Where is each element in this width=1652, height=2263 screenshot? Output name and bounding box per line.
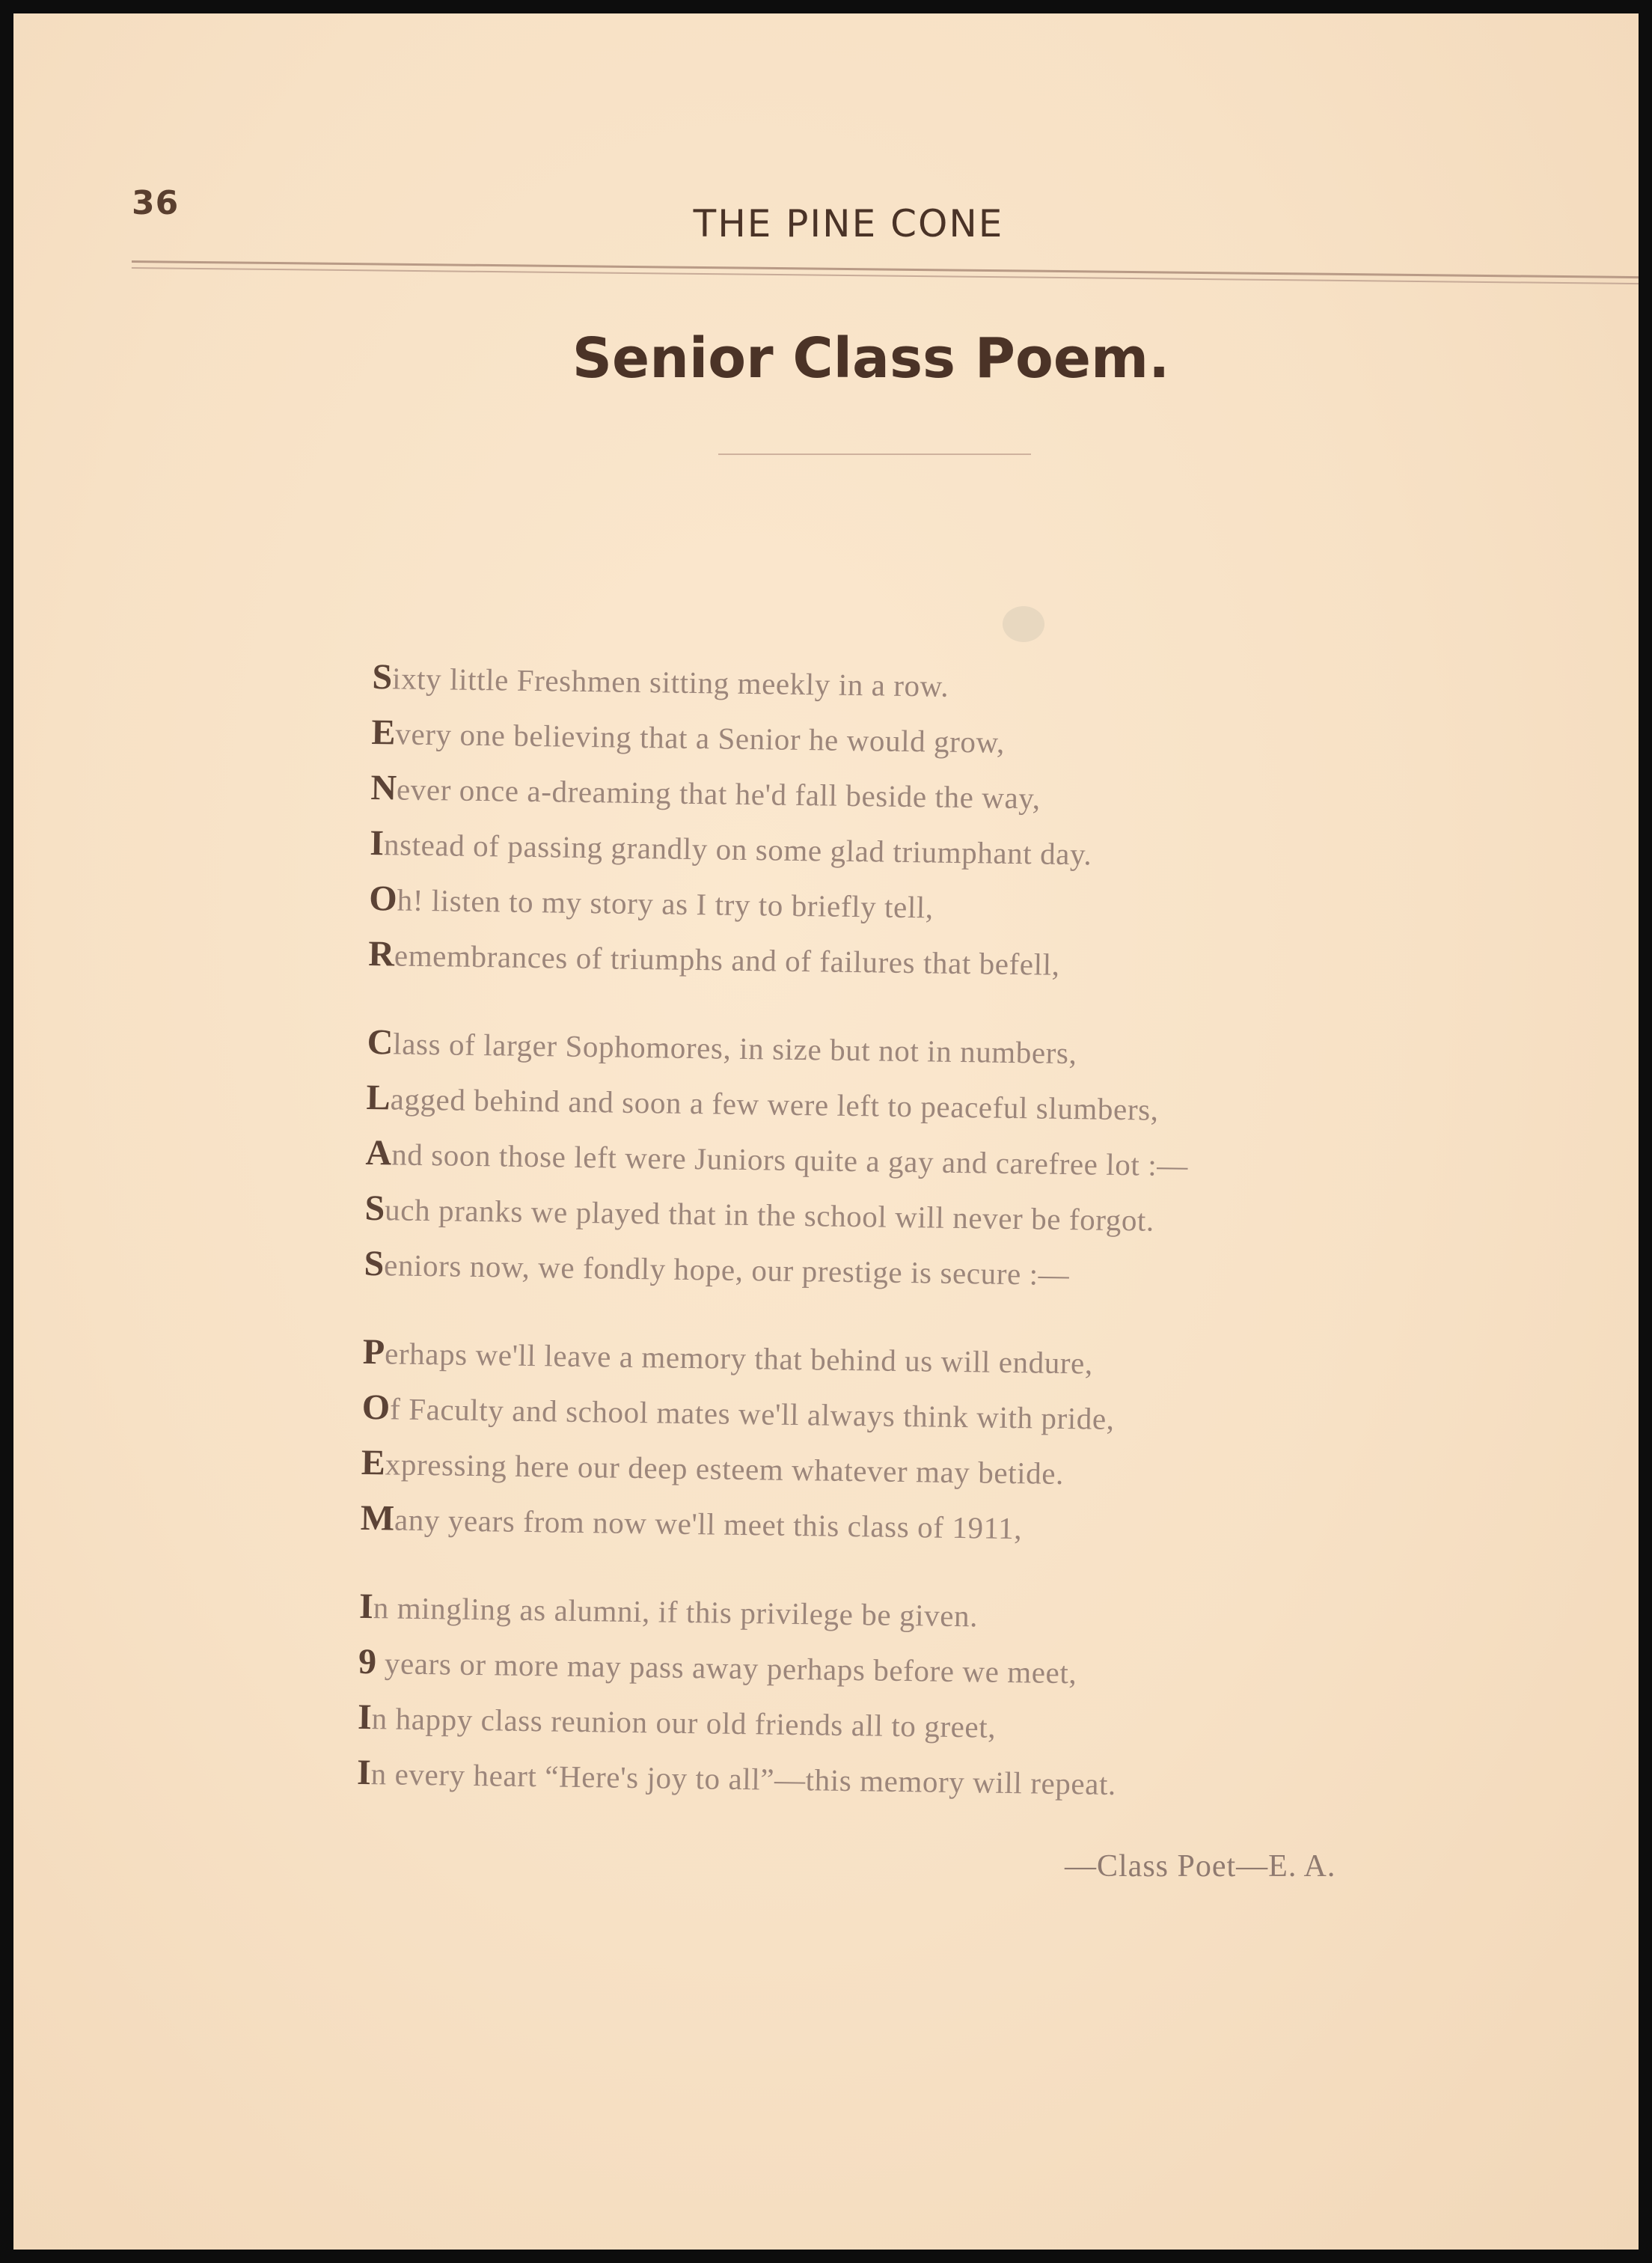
- acrostic-initial: E: [371, 712, 396, 753]
- acrostic-initial: I: [357, 1697, 373, 1738]
- acrostic-initial: A: [365, 1132, 392, 1173]
- stanza-4: [357, 1579, 1527, 1817]
- verse-text: ixty little Freshmen sitting meekly in a row.: [391, 661, 949, 703]
- acrostic-initial: I: [370, 822, 385, 864]
- acrostic-initial: S: [364, 1188, 385, 1229]
- title-divider: [718, 453, 1031, 455]
- acrostic-initial: O: [368, 878, 398, 919]
- verse-text: emembrances of triumphs and of failures that befell,: [394, 938, 1060, 982]
- verse-text: eniors now, we fondly hope, our prestige is secure :—: [383, 1247, 1070, 1292]
- verse-text: xpressing here our deep esteem whatever may betide.: [385, 1447, 1065, 1491]
- running-title: THE PINE CONE: [693, 202, 1004, 245]
- verse-text: nstead of passing grandly on some glad triumphant day.: [383, 827, 1092, 872]
- acrostic-initial: S: [364, 1243, 385, 1284]
- header-double-rule: [132, 260, 1639, 288]
- poem-title: Senior Class Poem.: [572, 326, 1170, 391]
- acrostic-initial: I: [356, 1752, 372, 1793]
- acrostic-initial: N: [370, 767, 397, 808]
- acrostic-initial: I: [358, 1586, 374, 1627]
- verse-text: n happy class reunion our old friends all to greet,: [371, 1701, 997, 1744]
- verse-text: uch pranks we played that in the school will never be forgot.: [384, 1192, 1155, 1238]
- verse-text: h! listen to my story as I try to briefly tell,: [397, 882, 934, 925]
- verse-text: any years from now we'll meet this class of 1911,: [394, 1502, 1023, 1546]
- verse-text: n mingling as alumni, if this privilege be given.: [373, 1590, 979, 1634]
- acrostic-initial: R: [367, 933, 395, 974]
- acrostic-initial: M: [360, 1497, 395, 1539]
- verse-text: agged behind and soon a few were left to peaceful slumbers,: [390, 1081, 1159, 1127]
- acrostic-initial: C: [367, 1021, 394, 1063]
- stanza-2: [364, 1015, 1535, 1308]
- acrostic-initial: P: [362, 1331, 385, 1372]
- verse-text: nd soon those left were Juniors quite a gay and carefree lot :—: [391, 1137, 1189, 1183]
- acrostic-initial: E: [361, 1442, 386, 1483]
- acrostic-initial: S: [372, 656, 393, 697]
- paper-stain: [1003, 606, 1044, 642]
- acrostic-initial: L: [366, 1077, 391, 1118]
- stanza-1: [368, 650, 1540, 998]
- poem-body: [356, 650, 1540, 1850]
- acrostic-initial: O: [361, 1387, 391, 1428]
- verse-text: lass of larger Sophomores, in size but not in numbers,: [393, 1026, 1077, 1071]
- verse-text: years or more may pass away perhaps before we meet,: [376, 1646, 1077, 1691]
- document-page: [13, 13, 1639, 2250]
- verse-text: n every heart “Here's joy to all”—this memory will repeat.: [370, 1756, 1117, 1802]
- verse-text: ever once a-dreaming that he'd fall beside the way,: [396, 772, 1041, 816]
- verse-text: very one believing that a Senior he would grow,: [395, 716, 1006, 760]
- stanza-3: [360, 1325, 1530, 1563]
- verse-text: f Faculty and school mates we'll always think with pride,: [389, 1391, 1115, 1436]
- signature: —Class Poet—E. A.: [1065, 1849, 1336, 1884]
- page-number: 36: [132, 184, 180, 222]
- verse-text: erhaps we'll leave a memory that behind us will endure,: [384, 1336, 1094, 1381]
- acrostic-initial: 9: [358, 1641, 377, 1682]
